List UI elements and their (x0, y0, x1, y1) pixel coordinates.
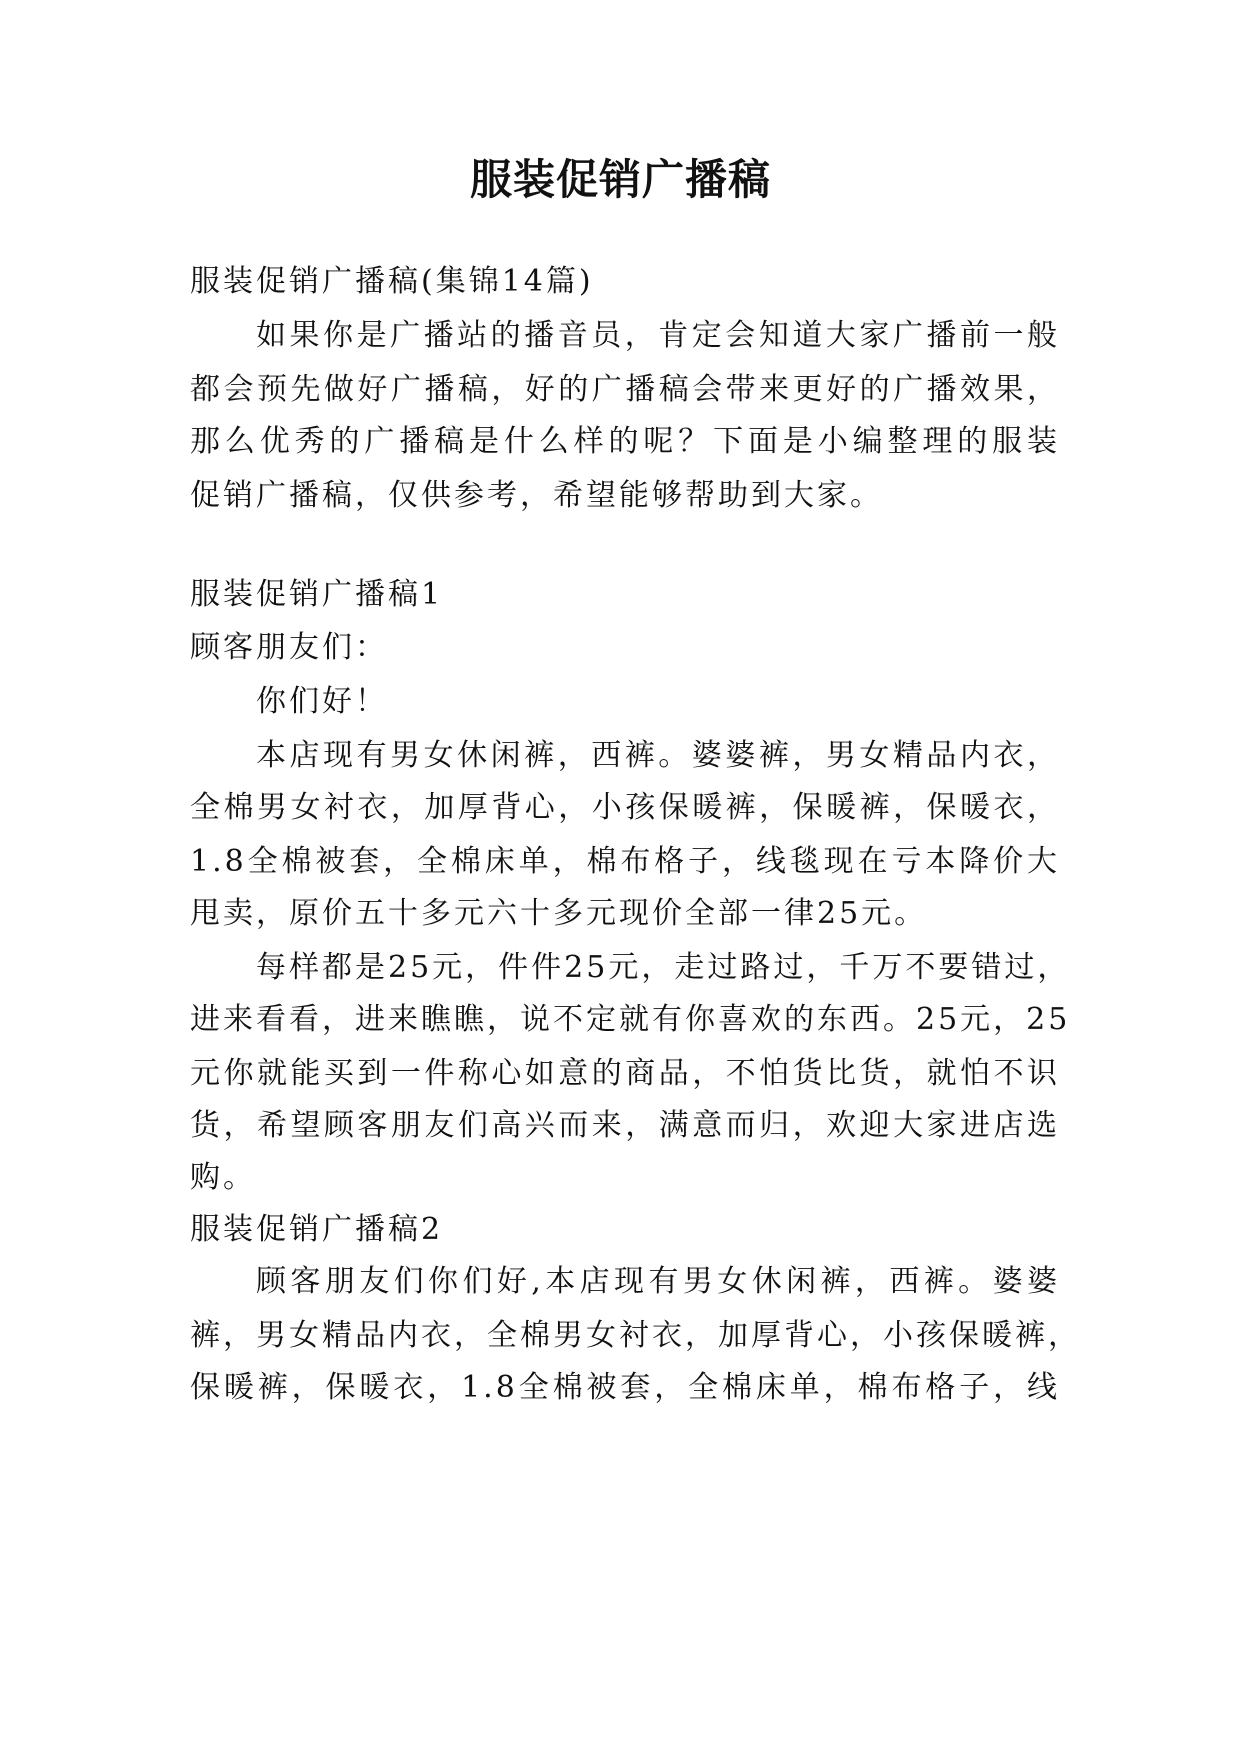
body-paragraph-line: 保暖裤，保暖衣，1.8全棉被套，全棉床单，棉布格子，线 (190, 1370, 1060, 1405)
body-paragraph-line: 全棉男女衬衣，加厚背心，小孩保暖裤，保暖裤，保暖衣， (190, 790, 1060, 825)
body-paragraph-line: 货，希望顾客朋友们高兴而来，满意而归，欢迎大家进店选 (190, 1108, 1060, 1143)
salutation: 顾客朋友们： (190, 630, 388, 665)
body-paragraph-line: 本店现有男女休闲裤，西裤。婆婆裤，男女精品内衣， (256, 738, 1060, 773)
document-title: 服装促销广播稿 (469, 155, 771, 204)
intro-paragraph-line: 如果你是广播站的播音员，肯定会知道大家广播前一般 (256, 318, 1060, 353)
body-paragraph-line: 每样都是25元，件件25元，走过路过，千万不要错过， (256, 950, 1071, 985)
intro-paragraph-line: 都会预先做好广播稿，好的广播稿会带来更好的广播效果， (190, 372, 1060, 407)
section-heading-2: 服装促销广播稿2 (190, 1212, 444, 1247)
intro-paragraph-line: 那么优秀的广播稿是什么样的呢？下面是小编整理的服装 (190, 424, 1060, 459)
body-paragraph-line: 进来看看，进来瞧瞧，说不定就有你喜欢的东西。25元，25 (190, 1002, 1071, 1037)
body-paragraph-line: 元你就能买到一件称心如意的商品，不怕货比货，就怕不识 (190, 1056, 1060, 1091)
section-heading-1: 服装促销广播稿1 (190, 577, 444, 612)
body-paragraph-line: 甩卖，原价五十多元六十多元现价全部一律25元。 (190, 896, 928, 931)
body-paragraph-line: 裤，男女精品内衣，全棉男女衬衣，加厚背心，小孩保暖裤， (190, 1318, 1081, 1353)
body-paragraph-line: 购。 (190, 1160, 256, 1195)
greeting: 你们好！ (256, 684, 388, 719)
intro-paragraph-line: 促销广播稿，仅供参考，希望能够帮助到大家。 (190, 478, 883, 513)
body-paragraph-line: 1.8全棉被套，全棉床单，棉布格子，线毯现在亏本降价大 (190, 844, 1060, 879)
body-paragraph-line: 顾客朋友们你们好,本店现有男女休闲裤，西裤。婆婆 (256, 1264, 1060, 1299)
collection-heading: 服装促销广播稿(集锦14篇) (190, 264, 594, 299)
